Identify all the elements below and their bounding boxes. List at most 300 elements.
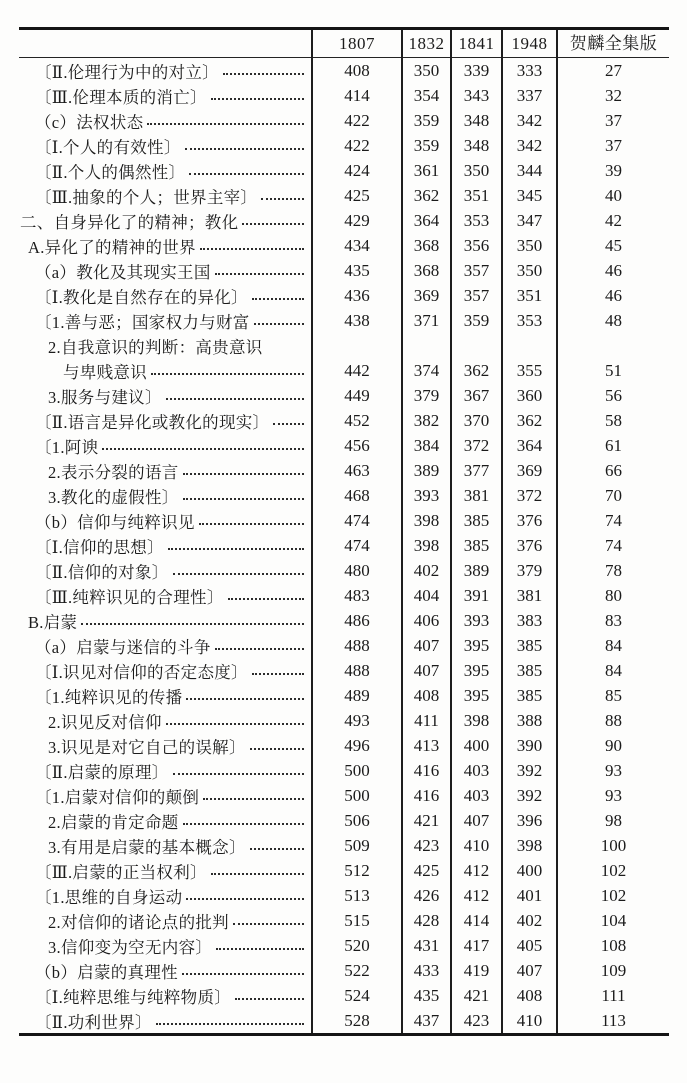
page-number-cell: 528 bbox=[312, 1008, 402, 1035]
page-number-cell: 93 bbox=[557, 758, 669, 783]
table-row bbox=[19, 433, 669, 458]
page-number-cell: 108 bbox=[557, 933, 669, 958]
row-label-text: 〔Ⅰ.教化是自然存在的异化〕 bbox=[35, 287, 248, 307]
page-number-cell: 347 bbox=[502, 208, 557, 233]
table-row bbox=[19, 833, 669, 858]
page-number-cell: 452 bbox=[312, 408, 402, 433]
page-number-cell: 506 bbox=[312, 808, 402, 833]
row-label-line bbox=[19, 408, 306, 433]
page-number-cell: 342 bbox=[502, 133, 557, 158]
dotted-leader bbox=[235, 998, 304, 1000]
row-label-cell bbox=[19, 158, 312, 183]
page-number-cell: 88 bbox=[557, 708, 669, 733]
row-label-text: 3.教化的虚假性〕 bbox=[48, 487, 179, 507]
row-label-cell bbox=[19, 808, 312, 833]
table-row bbox=[19, 858, 669, 883]
page-number-cell: 362 bbox=[451, 333, 502, 383]
page-number-cell: 58 bbox=[557, 408, 669, 433]
page-number-cell: 379 bbox=[502, 558, 557, 583]
page-number-cell: 369 bbox=[502, 458, 557, 483]
dotted-leader bbox=[81, 623, 304, 625]
page-number-cell: 343 bbox=[451, 83, 502, 108]
row-label-line bbox=[19, 1008, 306, 1033]
row-label-text: （b）启蒙的真理性 bbox=[35, 962, 178, 982]
page-number-cell: 364 bbox=[402, 208, 451, 233]
row-label-text: 2.自我意识的判断：高贵意识 bbox=[48, 337, 263, 357]
row-label-cell bbox=[19, 308, 312, 333]
page-number-cell: 407 bbox=[502, 958, 557, 983]
row-label-line bbox=[19, 683, 306, 708]
page-number-cell: 442 bbox=[312, 333, 402, 383]
page-number-cell: 421 bbox=[451, 983, 502, 1008]
page-number-cell: 90 bbox=[557, 733, 669, 758]
page-number-cell: 372 bbox=[451, 433, 502, 458]
dotted-leader bbox=[147, 123, 304, 125]
page-number-cell: 403 bbox=[451, 758, 502, 783]
page-number-cell: 405 bbox=[502, 933, 557, 958]
row-label-line bbox=[19, 58, 306, 83]
page-number-cell: 395 bbox=[451, 658, 502, 683]
dotted-leader bbox=[166, 723, 304, 725]
table-row bbox=[19, 208, 669, 233]
row-label-line bbox=[19, 108, 306, 133]
row-label-line bbox=[19, 483, 306, 508]
page-number-cell: 398 bbox=[502, 833, 557, 858]
page-number-cell: 425 bbox=[402, 858, 451, 883]
row-label-text: 〔Ⅰ.个人的有效性〕 bbox=[35, 137, 181, 157]
row-label-line bbox=[19, 883, 306, 908]
row-label-line bbox=[19, 608, 306, 633]
page-number-cell: 412 bbox=[451, 858, 502, 883]
page-number-cell: 488 bbox=[312, 633, 402, 658]
page-number-cell: 410 bbox=[502, 1008, 557, 1035]
row-label-line bbox=[19, 558, 306, 583]
row-label-line bbox=[19, 258, 306, 283]
page-number-cell: 435 bbox=[312, 258, 402, 283]
row-label-cell bbox=[19, 458, 312, 483]
page-number-cell: 414 bbox=[451, 908, 502, 933]
table-row bbox=[19, 83, 669, 108]
table-row bbox=[19, 583, 669, 608]
dotted-leader bbox=[183, 473, 304, 475]
page-number-cell: 429 bbox=[312, 208, 402, 233]
page-number-cell: 496 bbox=[312, 733, 402, 758]
page-number-cell: 414 bbox=[312, 83, 402, 108]
page-number-cell: 371 bbox=[402, 308, 451, 333]
table-row bbox=[19, 883, 669, 908]
page-number-cell: 400 bbox=[502, 858, 557, 883]
page-number-cell: 407 bbox=[451, 808, 502, 833]
page-number-cell: 436 bbox=[312, 283, 402, 308]
row-label-cell bbox=[19, 558, 312, 583]
table-body bbox=[19, 58, 669, 1035]
page-number-cell: 46 bbox=[557, 258, 669, 283]
page-number-cell: 42 bbox=[557, 208, 669, 233]
dotted-leader bbox=[223, 73, 304, 75]
dotted-leader bbox=[166, 398, 304, 400]
page-number-cell: 109 bbox=[557, 958, 669, 983]
dotted-leader bbox=[156, 1023, 304, 1025]
page-number-cell: 493 bbox=[312, 708, 402, 733]
page-number-cell: 381 bbox=[451, 483, 502, 508]
page-number-cell: 389 bbox=[402, 458, 451, 483]
page-number-cell: 395 bbox=[451, 683, 502, 708]
page-number-cell: 524 bbox=[312, 983, 402, 1008]
row-label-line bbox=[19, 358, 306, 383]
row-label-cell bbox=[19, 108, 312, 133]
page-number-cell: 61 bbox=[557, 433, 669, 458]
page-number-cell: 354 bbox=[402, 83, 451, 108]
dotted-leader bbox=[102, 448, 304, 450]
row-label-line bbox=[19, 208, 306, 233]
page-number-cell: 376 bbox=[502, 533, 557, 558]
row-label-line bbox=[19, 633, 306, 658]
page-number-cell: 339 bbox=[451, 58, 502, 84]
page-number-cell: 392 bbox=[502, 758, 557, 783]
table-row bbox=[19, 708, 669, 733]
row-label-line bbox=[19, 983, 306, 1008]
row-label-cell bbox=[19, 583, 312, 608]
table-row bbox=[19, 933, 669, 958]
table-row bbox=[19, 783, 669, 808]
dotted-leader bbox=[215, 648, 304, 650]
page-number-cell: 512 bbox=[312, 858, 402, 883]
page-number-cell: 368 bbox=[402, 233, 451, 258]
row-label-cell bbox=[19, 858, 312, 883]
row-label-line bbox=[19, 233, 306, 258]
page-number-cell: 382 bbox=[402, 408, 451, 433]
page-number-cell: 398 bbox=[402, 508, 451, 533]
page-number-cell: 421 bbox=[402, 808, 451, 833]
row-label-cell bbox=[19, 83, 312, 108]
table-row bbox=[19, 383, 669, 408]
row-label-text: （c）法权状态 bbox=[35, 112, 144, 132]
page-number-cell: 32 bbox=[557, 83, 669, 108]
page-number-cell: 515 bbox=[312, 908, 402, 933]
header-col-1832: 1832 bbox=[402, 29, 451, 58]
row-label-text: 〔1.善与恶；国家权力与财富 bbox=[35, 312, 250, 332]
page-number-cell: 413 bbox=[402, 733, 451, 758]
page-number-cell: 486 bbox=[312, 608, 402, 633]
table-row bbox=[19, 808, 669, 833]
page-number-cell: 383 bbox=[502, 608, 557, 633]
page-number-cell: 360 bbox=[502, 383, 557, 408]
page-number-cell: 376 bbox=[502, 508, 557, 533]
page-number-cell: 357 bbox=[451, 283, 502, 308]
page-number-cell: 74 bbox=[557, 508, 669, 533]
row-label-cell bbox=[19, 133, 312, 158]
row-label-cell bbox=[19, 208, 312, 233]
page-number-cell: 434 bbox=[312, 233, 402, 258]
table-row bbox=[19, 133, 669, 158]
page-number-cell: 345 bbox=[502, 183, 557, 208]
page-number-cell: 412 bbox=[451, 883, 502, 908]
page-number-cell: 351 bbox=[451, 183, 502, 208]
dotted-leader bbox=[203, 798, 304, 800]
row-label-text: （a）启蒙与迷信的斗争 bbox=[35, 637, 211, 657]
row-label-line bbox=[19, 658, 306, 683]
row-label-cell bbox=[19, 283, 312, 308]
page-number-cell: 385 bbox=[502, 683, 557, 708]
row-label-cell bbox=[19, 883, 312, 908]
table-row bbox=[19, 308, 669, 333]
row-label-cell bbox=[19, 333, 312, 383]
row-label-text: 二、自身异化了的精神；教化 bbox=[20, 212, 239, 232]
page-number-cell: 404 bbox=[402, 583, 451, 608]
row-label-text: 〔Ⅱ.语言是异化或教化的现实〕 bbox=[35, 412, 270, 432]
page-number-cell: 406 bbox=[402, 608, 451, 633]
page-number-cell: 522 bbox=[312, 958, 402, 983]
table-row bbox=[19, 1008, 669, 1035]
header-col-1948: 1948 bbox=[502, 29, 557, 58]
dotted-leader bbox=[185, 148, 304, 150]
dotted-leader bbox=[183, 823, 304, 825]
dotted-leader bbox=[211, 873, 304, 875]
page-number-cell: 372 bbox=[502, 483, 557, 508]
dotted-leader bbox=[254, 323, 304, 325]
table-row bbox=[19, 158, 669, 183]
header-col-edition: 贺麟全集版 bbox=[557, 29, 669, 58]
page-number-cell: 111 bbox=[557, 983, 669, 1008]
dotted-leader bbox=[173, 573, 304, 575]
row-label-cell bbox=[19, 708, 312, 733]
row-label-line bbox=[19, 383, 306, 408]
dotted-leader bbox=[261, 198, 304, 200]
row-label-cell bbox=[19, 933, 312, 958]
page-number-cell: 474 bbox=[312, 533, 402, 558]
row-label-text: （b）信仰与纯粹识见 bbox=[35, 512, 195, 532]
row-label-line bbox=[19, 133, 306, 158]
row-label-cell bbox=[19, 633, 312, 658]
row-label-text: 2.对信仰的诸论点的批判 bbox=[48, 912, 229, 932]
page-number-cell: 393 bbox=[402, 483, 451, 508]
page-number-cell: 359 bbox=[402, 133, 451, 158]
page-number-cell: 37 bbox=[557, 108, 669, 133]
row-label-text: 〔1.阿谀 bbox=[35, 437, 99, 457]
page-number-cell: 356 bbox=[451, 233, 502, 258]
dotted-leader bbox=[200, 248, 304, 250]
dotted-leader bbox=[252, 298, 304, 300]
page-number-cell: 435 bbox=[402, 983, 451, 1008]
table-row bbox=[19, 408, 669, 433]
page-number-cell: 350 bbox=[502, 233, 557, 258]
row-label-cell bbox=[19, 233, 312, 258]
row-label-text: 2.启蒙的肯定命题 bbox=[48, 812, 179, 832]
row-label-text: 2.表示分裂的语言 bbox=[48, 462, 179, 482]
row-label-text: 〔Ⅰ.识见对信仰的否定态度〕 bbox=[35, 662, 248, 682]
row-label-cell bbox=[19, 1008, 312, 1035]
row-label-line bbox=[19, 833, 306, 858]
row-label-line bbox=[19, 308, 306, 333]
table-row bbox=[19, 333, 669, 383]
page-number-cell: 424 bbox=[312, 158, 402, 183]
table-row bbox=[19, 958, 669, 983]
page-number-cell: 456 bbox=[312, 433, 402, 458]
page-number-cell: 426 bbox=[402, 883, 451, 908]
row-label-line bbox=[19, 158, 306, 183]
header-row bbox=[19, 29, 669, 58]
page-number-cell: 66 bbox=[557, 458, 669, 483]
row-label-text: 2.识见反对信仰 bbox=[48, 712, 162, 732]
table-row bbox=[19, 283, 669, 308]
row-label-text: 〔1.思维的自身运动 bbox=[35, 887, 183, 907]
row-label-line bbox=[19, 958, 306, 983]
dotted-leader bbox=[211, 98, 304, 100]
row-label-line bbox=[19, 758, 306, 783]
page-number-cell: 113 bbox=[557, 1008, 669, 1035]
dotted-leader bbox=[199, 523, 304, 525]
page-number-cell: 392 bbox=[502, 783, 557, 808]
row-label-line bbox=[19, 733, 306, 758]
page-number-cell: 408 bbox=[402, 683, 451, 708]
row-label-text: 〔Ⅲ.抽象的个人；世界主宰〕 bbox=[35, 187, 258, 207]
row-label-cell bbox=[19, 758, 312, 783]
page-number-cell: 385 bbox=[502, 658, 557, 683]
dotted-leader bbox=[189, 173, 304, 175]
page-number-cell: 396 bbox=[502, 808, 557, 833]
table-row bbox=[19, 908, 669, 933]
page-number-cell: 428 bbox=[402, 908, 451, 933]
page-number-cell: 513 bbox=[312, 883, 402, 908]
row-label-line bbox=[19, 708, 306, 733]
table-row bbox=[19, 233, 669, 258]
table-row bbox=[19, 458, 669, 483]
page-number-cell: 407 bbox=[402, 658, 451, 683]
page-number-cell: 359 bbox=[402, 108, 451, 133]
row-label-cell bbox=[19, 183, 312, 208]
row-label-cell bbox=[19, 983, 312, 1008]
row-label-text: 〔1.启蒙对信仰的颠倒 bbox=[35, 787, 200, 807]
page-number-cell: 56 bbox=[557, 383, 669, 408]
row-label-line bbox=[19, 83, 306, 108]
row-label-cell bbox=[19, 433, 312, 458]
page-number-cell: 391 bbox=[451, 583, 502, 608]
table-row bbox=[19, 533, 669, 558]
page-number-cell: 369 bbox=[402, 283, 451, 308]
row-label-line bbox=[19, 283, 306, 308]
table-row bbox=[19, 733, 669, 758]
page-number-cell: 416 bbox=[402, 758, 451, 783]
page-number-cell: 74 bbox=[557, 533, 669, 558]
row-label-text: 〔Ⅱ.启蒙的原理〕 bbox=[35, 762, 169, 782]
page-number-cell: 359 bbox=[451, 308, 502, 333]
row-label-text: 〔Ⅰ.纯粹思维与纯粹物质〕 bbox=[35, 987, 232, 1007]
row-label-text: 3.服务与建议〕 bbox=[48, 387, 162, 407]
row-label-line bbox=[19, 183, 306, 208]
page-number-cell: 342 bbox=[502, 108, 557, 133]
header-col-1807: 1807 bbox=[312, 29, 402, 58]
page-number-cell: 500 bbox=[312, 758, 402, 783]
row-label-cell bbox=[19, 908, 312, 933]
page-number-cell: 364 bbox=[502, 433, 557, 458]
row-label-text: 〔Ⅲ.伦理本质的消亡〕 bbox=[35, 87, 207, 107]
page-number-cell: 45 bbox=[557, 233, 669, 258]
page-number-cell: 388 bbox=[502, 708, 557, 733]
page-number-cell: 416 bbox=[402, 783, 451, 808]
page-number-cell: 337 bbox=[502, 83, 557, 108]
table-row bbox=[19, 608, 669, 633]
dotted-leader bbox=[186, 898, 304, 900]
table-row bbox=[19, 58, 669, 84]
dotted-leader bbox=[173, 773, 304, 775]
row-label-cell bbox=[19, 383, 312, 408]
page-number-cell: 362 bbox=[402, 183, 451, 208]
page-number-cell: 385 bbox=[451, 508, 502, 533]
page-number-cell: 379 bbox=[402, 383, 451, 408]
table-row bbox=[19, 633, 669, 658]
page-number-cell: 80 bbox=[557, 583, 669, 608]
page-number-cell: 348 bbox=[451, 108, 502, 133]
page-number-cell: 370 bbox=[451, 408, 502, 433]
page-number-cell: 70 bbox=[557, 483, 669, 508]
page-number-cell: 401 bbox=[502, 883, 557, 908]
page-number-cell: 353 bbox=[451, 208, 502, 233]
row-label-line bbox=[19, 433, 306, 458]
row-label-text: B.启蒙 bbox=[28, 612, 78, 632]
row-label-line bbox=[19, 933, 306, 958]
row-label-cell bbox=[19, 258, 312, 283]
row-label-line bbox=[19, 333, 306, 358]
page-number-cell: 437 bbox=[402, 1008, 451, 1035]
row-label-line bbox=[19, 533, 306, 558]
page-number-cell: 488 bbox=[312, 658, 402, 683]
page-number-cell: 381 bbox=[502, 583, 557, 608]
page-number-cell: 102 bbox=[557, 883, 669, 908]
page-number-cell: 98 bbox=[557, 808, 669, 833]
page-number-cell: 411 bbox=[402, 708, 451, 733]
page-number-cell: 410 bbox=[451, 833, 502, 858]
page-number-cell: 374 bbox=[402, 333, 451, 383]
page-number-cell: 100 bbox=[557, 833, 669, 858]
page-number-cell: 348 bbox=[451, 133, 502, 158]
table-row bbox=[19, 558, 669, 583]
row-label-text: 〔Ⅱ.伦理行为中的对立〕 bbox=[35, 62, 219, 82]
dotted-leader bbox=[233, 923, 304, 925]
page-number-cell: 400 bbox=[451, 733, 502, 758]
row-label-text: 3.信仰变为空无内容〕 bbox=[48, 937, 213, 957]
row-label-cell bbox=[19, 533, 312, 558]
page-number-cell: 422 bbox=[312, 133, 402, 158]
page-number-cell: 417 bbox=[451, 933, 502, 958]
page-number-cell: 483 bbox=[312, 583, 402, 608]
page-number-cell: 449 bbox=[312, 383, 402, 408]
table-row bbox=[19, 183, 669, 208]
table-row bbox=[19, 108, 669, 133]
header-col-1841: 1841 bbox=[451, 29, 502, 58]
book-page bbox=[0, 27, 687, 1083]
page-number-cell: 353 bbox=[502, 308, 557, 333]
header-empty-cell bbox=[19, 29, 312, 58]
row-label-cell bbox=[19, 408, 312, 433]
dotted-leader bbox=[242, 223, 304, 225]
page-number-cell: 46 bbox=[557, 283, 669, 308]
page-number-cell: 389 bbox=[451, 558, 502, 583]
dotted-leader bbox=[183, 498, 304, 500]
page-number-cell: 344 bbox=[502, 158, 557, 183]
page-number-cell: 393 bbox=[451, 608, 502, 633]
page-number-cell: 463 bbox=[312, 458, 402, 483]
page-number-cell: 408 bbox=[312, 58, 402, 84]
page-number-cell: 407 bbox=[402, 633, 451, 658]
table-row bbox=[19, 758, 669, 783]
page-number-cell: 398 bbox=[451, 708, 502, 733]
row-label-cell bbox=[19, 58, 312, 84]
row-label-cell bbox=[19, 658, 312, 683]
page-number-cell: 40 bbox=[557, 183, 669, 208]
row-label-line bbox=[19, 858, 306, 883]
row-label-text: 〔Ⅰ.信仰的思想〕 bbox=[35, 537, 164, 557]
page-number-cell: 468 bbox=[312, 483, 402, 508]
